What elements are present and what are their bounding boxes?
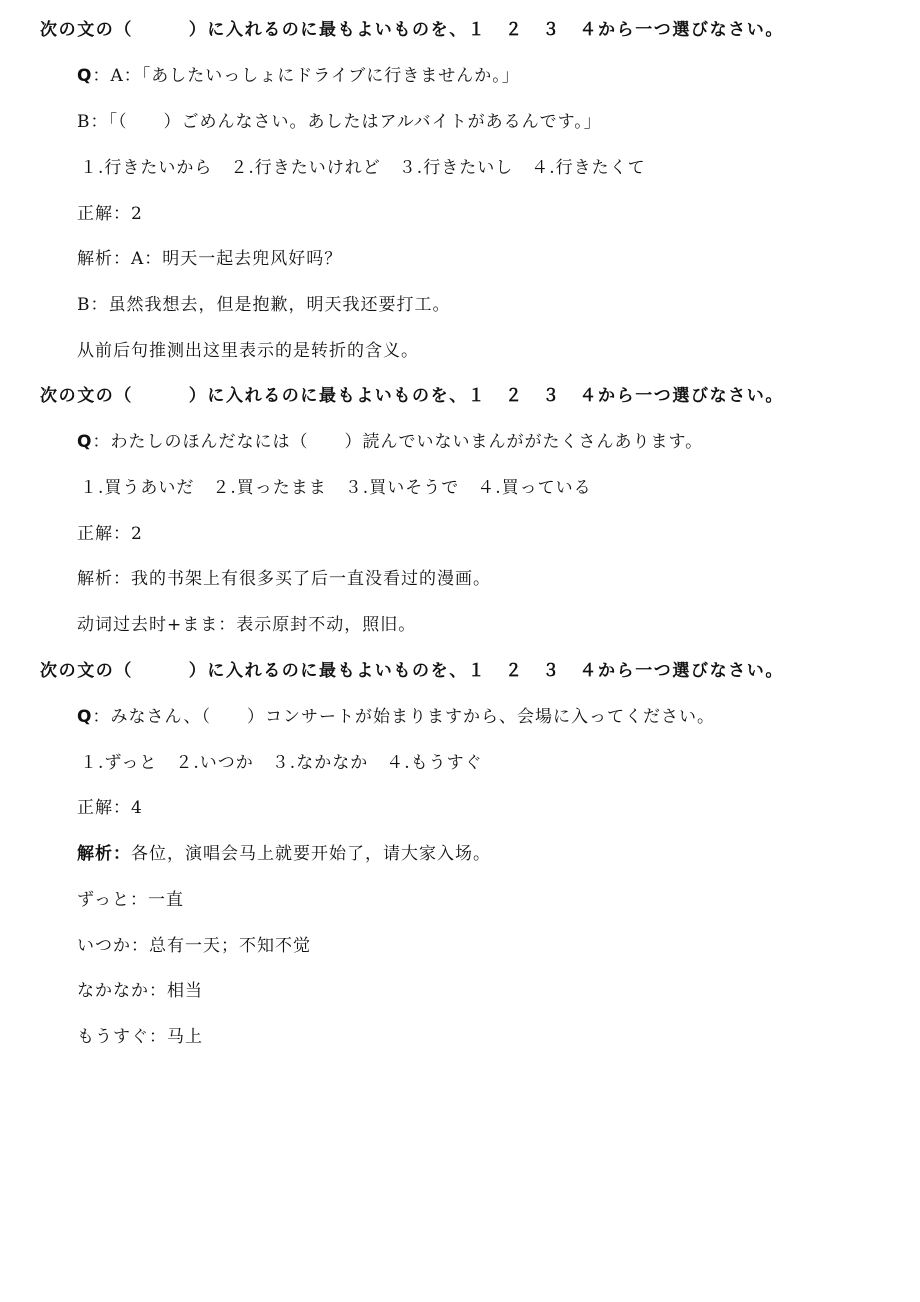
- question-1-line-b: B：「（ ）ごめんなさい。あしたはアルバイトがあるんです。」: [77, 112, 602, 132]
- q-label: Q: [77, 66, 93, 86]
- question-2-instruction: 次の文の（ ）に入れるのに最もよいものを、１ ２ ３ ４から一つ選びなさい。: [40, 386, 784, 406]
- explanation-text: A：明天一起去兜风好吗？: [131, 249, 343, 269]
- question-2-answer: 正解：2: [77, 524, 143, 544]
- question-3-text: みなさん、（ ）コンサートが始まりますから、会場に入ってください。: [110, 707, 715, 727]
- question-2-options: １.買うあいだ ２.買ったまま ３.買いそうで ４.買っている: [80, 478, 592, 498]
- question-2-explanation: [77, 567, 491, 591]
- explanation-text: 我的书架上有很多买了后一直没看过的漫画。: [131, 569, 491, 589]
- q-label: Q: [77, 432, 93, 452]
- question-3-vocab-3: なかなか：相当: [77, 981, 203, 1001]
- explanation-text: 各位，演唱会马上就要开始了，请大家入场。: [131, 844, 491, 864]
- explanation-separator: ：: [113, 569, 131, 589]
- question-1-instruction: 次の文の（ ）に入れるのに最もよいものを、１ ２ ３ ４から一つ選びなさい。: [40, 20, 784, 40]
- q-separator: ：: [92, 66, 111, 86]
- q-separator: ：: [92, 707, 111, 727]
- question-1-line-a: [77, 64, 520, 88]
- question-1-explanation-line-2: B：虽然我想去，但是抱歉，明天我还要打工。: [77, 295, 451, 315]
- question-1-options: １.行きたいから ２.行きたいけれど ３.行きたいし ４.行きたくて: [80, 158, 646, 178]
- question-1-explanation-line-3: 从前后句推测出这里表示的是转折的含义。: [77, 341, 419, 361]
- question-3-vocab-2: いつか：总有一天；不知不觉: [77, 936, 311, 956]
- question-1-answer: 正解：2: [77, 204, 143, 224]
- q-separator: ：: [92, 432, 111, 452]
- question-2-text: わたしのほんだなには（ ）読んでいないまんががたくさんあります。: [110, 432, 704, 452]
- question-2-line: [77, 430, 703, 454]
- question-3-options: １.ずっと ２.いつか ３.なかなか ４.もうすぐ: [80, 753, 483, 773]
- explanation-label: 解析：: [77, 844, 131, 864]
- question-3-explanation: [77, 842, 491, 866]
- q-label: Q: [77, 707, 93, 727]
- question-3-line: [77, 705, 715, 729]
- question-1-explanation: [77, 247, 342, 271]
- question-3-vocab-1: ずっと：一直: [77, 890, 184, 910]
- question-3-vocab-4: もうすぐ：马上: [77, 1027, 203, 1047]
- question-1-text-a: A：「あしたいっしょにドライブに行きませんか。」: [110, 66, 520, 86]
- question-2-explanation-line-2: 动词过去时+まま：表示原封不动，照旧。: [77, 615, 417, 635]
- explanation-label: 解析: [77, 249, 113, 269]
- question-3-instruction: 次の文の（ ）に入れるのに最もよいものを、１ ２ ３ ４から一つ選びなさい。: [40, 661, 784, 681]
- explanation-separator: ：: [113, 249, 131, 269]
- explanation-label: 解析: [77, 569, 113, 589]
- question-3-answer: 正解：4: [77, 798, 143, 818]
